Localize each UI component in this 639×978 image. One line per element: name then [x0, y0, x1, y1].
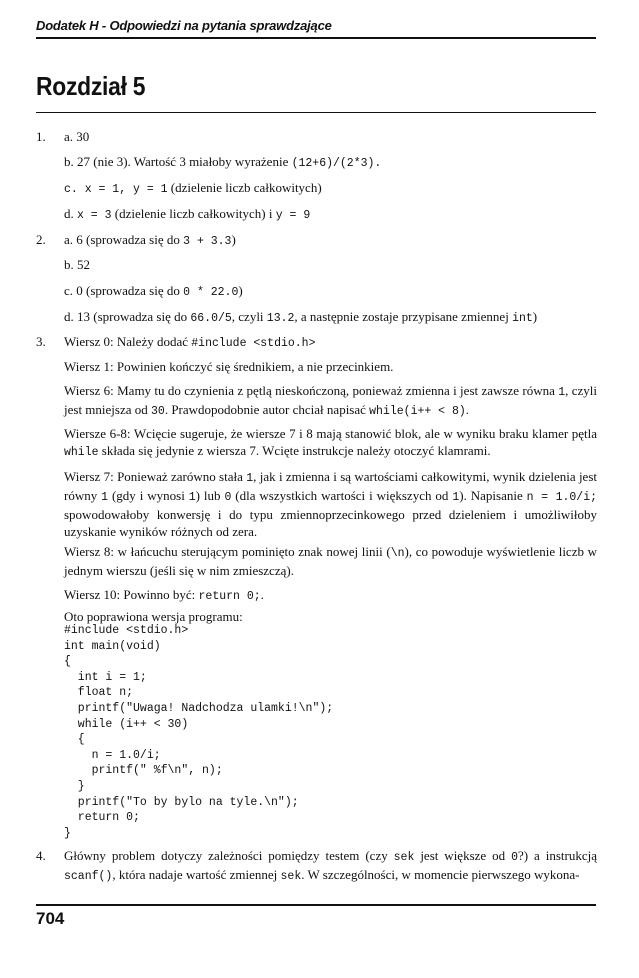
- answer-3-line-10-code: return 0;: [198, 590, 261, 603]
- answer-3-line-6-text-2: , czyli jest mniejsza od: [64, 383, 597, 417]
- fixed-program-code: #include <stdio.h> int main(void) { int i = 1; float n; printf("Uwaga! Nadchodza ulamki!\n"); while (i++ < 30) { n = 1.0/i; printf(" %f\n", n); } printf("To by bylo na tyle.\n"); return 0; }: [64, 624, 334, 840]
- answer-3-line-8-code: \n: [390, 547, 405, 560]
- answer-3-line-0-code: #include <stdio.h>: [191, 337, 316, 350]
- answer-1d-code-x: x = 3: [77, 209, 112, 222]
- answer-4-code-2: 0: [511, 851, 518, 864]
- answer-1b-text: b. 27 (nie 3). Wartość 3 miałoby wyrażenie: [64, 154, 292, 169]
- answer-2a-text: a. 6 (sprowadza się do: [64, 232, 184, 247]
- footer-rule: [36, 904, 596, 906]
- answer-3-lines-6-8: [64, 425, 597, 461]
- answer-1c: [64, 179, 322, 198]
- answer-2a-close: ): [231, 232, 236, 247]
- answer-3-line-7-code-2: 1: [101, 491, 109, 504]
- answer-2a: [64, 231, 236, 250]
- chapter-title: Rozdział 5: [36, 71, 146, 101]
- answer-1d-code-y: y = 9: [275, 209, 311, 222]
- answer-4-code-3: scanf(): [64, 870, 113, 883]
- answer-2d-close: ): [532, 309, 538, 324]
- answer-3-lines-6-8-code: while: [64, 446, 99, 459]
- answer-3-line-6-text: Wiersz 6: Mamy tu do czynienia z pętlą nieskończoną, ponieważ zmienna i jest zawsze równa: [64, 383, 559, 398]
- answer-2d-text-3: , a następnie zostaje przypisane zmiennej: [294, 309, 513, 324]
- answer-1d-prefix: d.: [64, 206, 77, 221]
- answer-3-line-7-end: spowodowałoby konwersję i do typu zmiennoprzecinkowego przed dzieleniem i umożliwiłoby uzyskanie wyników różnych od zera.: [64, 507, 597, 539]
- answer-3-number: 3.: [36, 334, 46, 349]
- answer-1-number: 1.: [36, 129, 46, 144]
- answer-2c: [64, 282, 243, 301]
- answer-3-line-7-code-4: 0: [224, 491, 232, 504]
- answer-3-line-7-code-6: n = 1.0/i;: [526, 491, 597, 504]
- answer-3-line-6-end: .: [465, 402, 470, 417]
- answer-2d-code-2: 13.2: [266, 312, 295, 325]
- answer-4-text: Główny problem dotyczy zależności pomiędzy testem (czy: [64, 848, 394, 863]
- answer-3-line-7-text-4: ) lub: [195, 488, 225, 503]
- answer-2-number: 2.: [36, 232, 46, 247]
- answer-1d: [64, 205, 310, 224]
- answer-3-line-1: Wiersz 1: Powinien kończyć się średnikiem, a nie przecinkiem.: [64, 359, 394, 374]
- answer-3-line-7-text-5: (dla wszystkich wartości i większych od: [231, 488, 453, 503]
- answer-3-line-7-code-5: 1: [452, 491, 460, 504]
- answer-4-end: . W szczególności, w momencie pierwszego wykona-: [301, 867, 580, 882]
- header-rule: [36, 37, 596, 39]
- answer-4-code-1: sek: [393, 851, 415, 864]
- answer-3-line-10: [64, 586, 264, 605]
- page-number: 704: [36, 909, 65, 928]
- answer-3-line-7-text-6: ). Napisanie: [459, 488, 527, 503]
- answer-3-line-6: [64, 382, 597, 420]
- answer-1a: a. 30: [64, 129, 90, 144]
- answer-3-lines-6-8-text: Wiersze 6-8: Wcięcie sugeruje, że wiersze 7 i 8 mają stanowić blok, ale w wyniku braku klamer pętla: [64, 426, 597, 441]
- answer-2d-code-1: 66.0/5: [190, 312, 232, 325]
- answer-4-text-4: , która nadaje wartość zmiennej: [112, 867, 281, 882]
- answer-1b-code: (12+6)/(2*3).: [291, 157, 382, 170]
- answer-3-line-6-code-1: 1: [558, 386, 566, 399]
- answer-3-line-8-text: Wiersz 8: w łańcuchu sterującym pominięto znak nowej linii (: [64, 544, 391, 559]
- answer-2d-text-2: , czyli: [231, 309, 267, 324]
- running-header: Dodatek H - Odpowiedzi na pytania sprawdzające: [36, 18, 332, 33]
- answer-3-line-7-text: Wiersz 7: Ponieważ zarówno stała: [64, 469, 247, 484]
- answer-3-line-6-code-2: 30: [151, 405, 165, 418]
- answer-4-number: 4.: [36, 848, 46, 863]
- answer-2c-code: 0 * 22.0: [183, 286, 239, 299]
- answer-4-code-4: sek: [280, 870, 302, 883]
- answer-1d-text: (dzielenie liczb całkowitych) i: [111, 206, 276, 221]
- answer-3-line-0-text: Wiersz 0: Należy dodać: [64, 334, 192, 349]
- answer-4-text-2: jest większe od: [414, 848, 512, 863]
- answer-3-line-7: [64, 468, 597, 540]
- answer-3-line-8-end: ), co powoduje wyświetlenie liczb w jednym wierszu (jeśli się w nim zmieszczą).: [64, 544, 597, 578]
- answer-1c-text: (dzielenie liczb całkowitych): [167, 180, 322, 195]
- answer-2d-code-3: int: [512, 312, 533, 325]
- answer-2c-close: ): [238, 283, 243, 298]
- answer-4: [64, 847, 597, 885]
- answer-2d: [64, 308, 537, 327]
- answer-2a-code: 3 + 3.3: [183, 235, 232, 248]
- answer-3-line-10-end: .: [260, 587, 264, 602]
- answer-4-text-3: ?) a instrukcją: [517, 848, 597, 863]
- answer-3-line-0: [64, 333, 316, 352]
- answer-3-line-7-text-3: (gdy i wynosi: [108, 488, 189, 503]
- fixed-program-intro: Oto poprawiona wersja programu:: [64, 609, 243, 624]
- answer-3-line-7-code-1: 1: [246, 472, 254, 485]
- answer-2b: b. 52: [64, 257, 90, 272]
- answer-2d-text: d. 13 (sprowadza się do: [64, 309, 191, 324]
- answer-2c-text: c. 0 (sprowadza się do: [64, 283, 184, 298]
- answer-3-line-7-code-3: 1: [188, 491, 196, 504]
- answer-3-lines-6-8-end: składa się jedynie z wiersza 7. Wcięte instrukcje należy otoczyć klamrami.: [98, 443, 491, 458]
- answer-3-line-7-text-2: , jak i zmienna i są wartościami całkowitymi, wynik dzielenia jest równy: [64, 469, 597, 503]
- answer-3-line-8: [64, 543, 597, 579]
- answer-3-line-6-code-3: while(i++ < 8): [369, 405, 466, 418]
- answer-3-line-10-text: Wiersz 10: Powinno być:: [64, 587, 199, 602]
- answer-1c-code: c. x = 1, y = 1: [64, 183, 168, 196]
- answer-1b: [64, 153, 381, 172]
- chapter-rule: [36, 112, 596, 113]
- answer-3-line-6-text-3: . Prawdopodobnie autor chciał napisać: [164, 402, 370, 417]
